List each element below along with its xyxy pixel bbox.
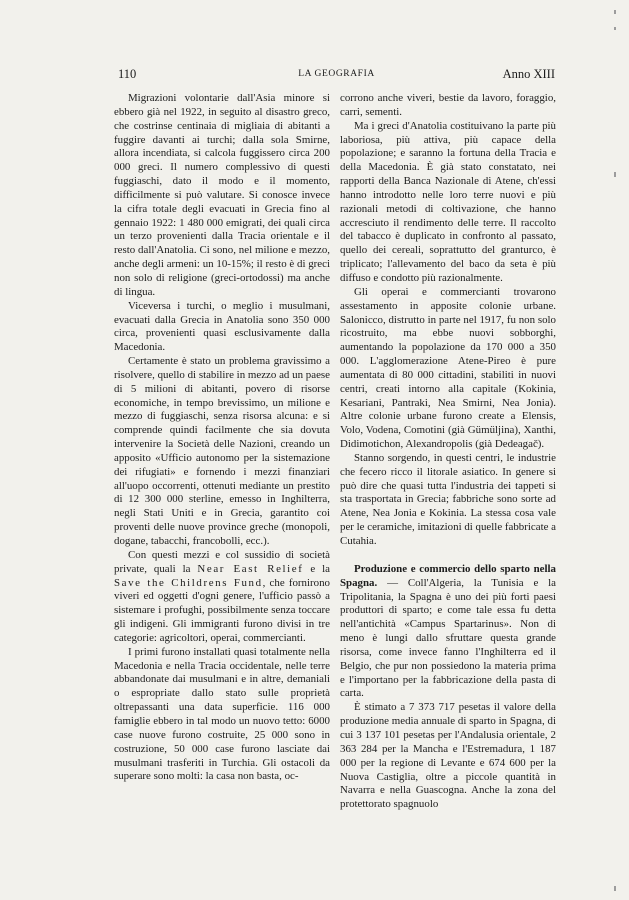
edge-mark xyxy=(614,172,616,177)
paragraph xyxy=(114,549,330,646)
organization-name: Save the Childrens Fund xyxy=(114,576,263,589)
text-run: e la xyxy=(303,562,330,575)
page-number: 110 xyxy=(118,67,137,81)
right-column xyxy=(340,92,556,812)
paragraph: Certamente è stato un problema gravissimo a risolvere, quello di stabilire in mezzo ad un paese di 5 milioni di abitanti, povero di risorse economiche, in tempo brevissimo, un milione e mezzo di fuggiaschi, senza risorsa alcuna: e si comprende quindi facilmente che sia dovuta intervenire la Società delle Nazioni, creando un apposito «Ufficio autonomo per la sistemazione dei rifugiati» e fornendo i mezzi finanziari all'uopo occorrenti, ottenuti mediante un prestito di 12 300 000 sterline, emesso in Inghilterra, negli Stati Uniti e in Grecia, garantito coi proventi delle nuove province greche (monopoli, dogane, tabacchi, francobolli, ecc.). xyxy=(114,355,330,547)
text-run: , che fornirono viveri ed oggetti d'ogni genere, l'ufficio passò a sistemare i profughi, possibilmente senza toccare gli indigeni. Gli immigranti furono divisi in tre categorie: agricoltori, operai, commercianti. xyxy=(114,576,330,644)
paragraph: Stanno sorgendo, in questi centri, le industrie che fecero ricco il litorale asiatico. In genere si può dire che quasi tutta l'industria dei tappeti si sta trasportata in Grecia; fabbriche sono sorte ad Atene, Nea Jonia e Kokinia. La stessa cosa vale per le ceramiche, imitazioni di quelle fabbricate a Cutahia. xyxy=(340,451,556,547)
paragraph: corrono anche viveri, bestie da lavoro, foraggio, carri, sementi. xyxy=(340,92,556,118)
journal-year: Anno XIII xyxy=(502,67,555,81)
section-paragraph xyxy=(340,563,556,701)
edge-mark xyxy=(614,886,616,891)
text-run: Con questi mezzi e col sussidio di società private, quali la xyxy=(114,548,330,575)
section-title: Produzione e commercio dello sparto nella Spagna. xyxy=(340,562,556,589)
organization-name: Near East Relief xyxy=(197,562,304,575)
paragraph: Viceversa i turchi, o meglio i musulmani, evacuati dalla Grecia in Anatolia sono 350 000 circa, provenienti quasi esclusivamente dalla Macedonia. xyxy=(114,299,330,354)
page-header xyxy=(118,67,555,83)
edge-mark xyxy=(614,27,616,30)
edge-mark xyxy=(614,10,616,14)
paragraph: Ma i greci d'Anatolia costituivano la parte più laboriosa, più attiva, più capace della popolazione; e saranno la fortuna della Tracia e della Macedonia. È già stato constatato, nei rapporti della Banca Nazionale di Atene, ch'essi hanno introdotto nelle loro terre nuovi e più razionali metodi di coltivazione, che hanno accresciuto il rendimento delle terre. Il raccolto del tabacco è duplicato in confronto al passato, quello dei cereali, soprattutto del granturco, è triplicato; l'allevamento del baco da seta è più diffuso e condotto più razionalmente. xyxy=(340,119,556,284)
paragraph: È stimato a 7 373 717 pesetas il valore della produzione media annuale di sparto in Spagna, di cui 3 137 101 pesetas per l'Andalusia orientale, 2 363 284 per la Mancha e l'Estremadura, 1 187 000 per la regione di Levante e 674 600 per la Nuova Castiglia, oltre a piccole quantità in Navarra e nella Guascogna. Anche la zona del protettorato spagnuolo xyxy=(340,701,556,811)
paragraph: Gli operai e commercianti trovarono assestamento in apposite colonie urbane. Salonicco, distrutto in parte nel 1917, fu non solo ricostruito, ma ebbe nuovi sobborghi, aumentando la popolazione da 170 000 a 350 000. L'agglomerazione Atene-Pireo è pure aumentata di 80 000 cittadini, stabiliti in nuovi centri, creati intorno alla capitale (Kokinia, Kesariani, Pantraki, Nea Smirni, Nea Jonia). Altre colonie urbane furono create a Elensis, Volo, Vodena, Comotini (già Gümüljina), Xanthi, Didimotichon, Alexandropolis (già Dedeagač). xyxy=(340,285,556,451)
text-run: — Coll'Algeria, la Tunisia e la Tripolitania, la Spagna è uno dei più forti paesi produttori di sparto; e come tale essa fu detta nell'antichità «Campus Spartarinus». Non di meno è lungi dallo sfruttare questa grande risorsa, come invece fanno l'Inghilterra ed il Belgio, che pur non possiedono la materia prima e l'importano per la fabbricazione della pasta di carta. xyxy=(340,576,556,700)
paragraph: I primi furono installati quasi totalmente nella Macedonia e nella Tracia occidentale, nelle terre abbandonate dai musulmani e in altre, demaniali o espropriate dallo stato sulle proprietà oltrepassanti una data superficie. 116 000 famiglie ebbero in tal modo un nuovo tetto: 6000 case nuove furono costruite, 25 000 sono in costruzione, 50 000 case furono lasciate dai musulmani trasferiti in Turchia. Gli ostacoli da superare sono molti: la casa non basta, oc- xyxy=(114,645,330,783)
left-column xyxy=(114,92,330,784)
paragraph: Migrazioni volontarie dall'Asia minore si ebbero già nel 1922, in seguito al disastro greco, che costrinse centinaia di migliaia di abitanti a fuggire davanti ai turchi; dalla sola Smirne, allora incendiata, si calcola fuggissero circa 200 000 greci. Il numero complessivo di questi fuggiaschi, dato il modo e il momento, difficilmente si può valutare. Si conosce invece la cifra totale degli evacuati in Grecia fino al gennaio 1922: 1 480 000 emigrati, dei quali circa un terzo provenienti dalla Tracia orientale e il resto dall'Anatolia. Ci sono, nel milione e mezzo, anche degli armeni: un 10-15%; il resto è di greci non solo di religione (greci-ortodossi) ma anche di lingua. xyxy=(114,92,330,298)
running-title: LA GEOGRAFIA xyxy=(298,69,375,79)
